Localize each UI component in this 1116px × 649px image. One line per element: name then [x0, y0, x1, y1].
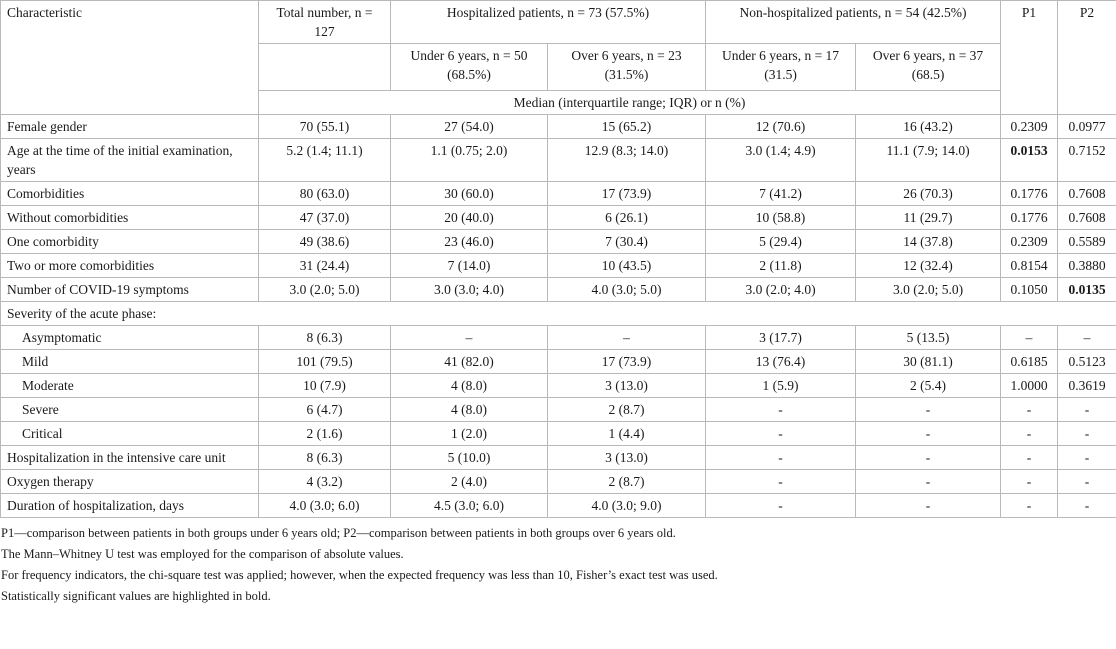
- table-cell: 4 (8.0): [391, 398, 548, 422]
- table-cell: -: [706, 398, 856, 422]
- p-value-cell: 0.1776: [1001, 206, 1058, 230]
- table-cell: -: [856, 470, 1001, 494]
- table-cell: 1 (4.4): [548, 422, 706, 446]
- p-value-cell: 0.7608: [1058, 182, 1116, 206]
- table-cell: 12.9 (8.3; 14.0): [548, 139, 706, 182]
- table-cell: 6 (26.1): [548, 206, 706, 230]
- table-cell: 3.0 (1.4; 4.9): [706, 139, 856, 182]
- p-value-cell: 0.1776: [1001, 182, 1058, 206]
- table-cell: 8 (6.3): [259, 326, 391, 350]
- row-label: Duration of hospitalization, days: [1, 494, 259, 518]
- table-cell: -: [856, 446, 1001, 470]
- table-cell: 11.1 (7.9; 14.0): [856, 139, 1001, 182]
- p-value-cell: 0.5589: [1058, 230, 1116, 254]
- header-p2: P2: [1058, 1, 1116, 115]
- table-cell: -: [706, 422, 856, 446]
- table-cell: 26 (70.3): [856, 182, 1001, 206]
- row-label: Age at the time of the initial examination, years: [1, 139, 259, 182]
- row-label: Oxygen therapy: [1, 470, 259, 494]
- table-cell: 4 (8.0): [391, 374, 548, 398]
- table-cell: 2 (8.7): [548, 398, 706, 422]
- header-nonhosp-under6: Under 6 years, n = 17 (31.5): [706, 44, 856, 91]
- table-cell: 12 (32.4): [856, 254, 1001, 278]
- table-row: [1, 254, 1116, 278]
- table-cell: -: [706, 494, 856, 518]
- p-value-cell: 0.6185: [1001, 350, 1058, 374]
- table-cell: 70 (55.1): [259, 115, 391, 139]
- p-value-cell: 0.3619: [1058, 374, 1116, 398]
- table-cell: 1.1 (0.75; 2.0): [391, 139, 548, 182]
- table-cell: 5 (29.4): [706, 230, 856, 254]
- row-label: Critical: [1, 422, 259, 446]
- table-cell: 3 (13.0): [548, 446, 706, 470]
- header-non-hospitalized: Non-hospitalized patients, n = 54 (42.5%): [706, 1, 1001, 44]
- p-value-cell: –: [1058, 326, 1116, 350]
- table-row: [1, 398, 1116, 422]
- table-footnotes: [0, 518, 1116, 607]
- table-cell: 4 (3.2): [259, 470, 391, 494]
- table-cell: –: [548, 326, 706, 350]
- row-label: Moderate: [1, 374, 259, 398]
- table-cell: 2 (8.7): [548, 470, 706, 494]
- p-value-cell: -: [1001, 422, 1058, 446]
- table-cell: 30 (81.1): [856, 350, 1001, 374]
- table-row: [1, 494, 1116, 518]
- p-value-cell: -: [1058, 494, 1116, 518]
- p-value-cell: 0.2309: [1001, 115, 1058, 139]
- p-value-cell: 0.2309: [1001, 230, 1058, 254]
- table-cell: 7 (14.0): [391, 254, 548, 278]
- table-cell: 10 (58.8): [706, 206, 856, 230]
- table-cell: 4.5 (3.0; 6.0): [391, 494, 548, 518]
- table-cell: 2 (5.4): [856, 374, 1001, 398]
- p-value-cell: 0.0153: [1001, 139, 1058, 182]
- table-cell: 3.0 (3.0; 4.0): [391, 278, 548, 302]
- footnote: Statistically significant values are highlighted in bold.: [1, 589, 271, 603]
- row-label: Female gender: [1, 115, 259, 139]
- p-value-cell: 0.8154: [1001, 254, 1058, 278]
- header-hospitalized: Hospitalized patients, n = 73 (57.5%): [391, 1, 706, 44]
- table-cell: -: [856, 398, 1001, 422]
- row-label: One comorbidity: [1, 230, 259, 254]
- header-empty-cell: [259, 44, 391, 91]
- table-cell: 10 (43.5): [548, 254, 706, 278]
- table-cell: 49 (38.6): [259, 230, 391, 254]
- header-hosp-under6: Under 6 years, n = 50 (68.5%): [391, 44, 548, 91]
- p-value-cell: -: [1001, 398, 1058, 422]
- p-value-cell: -: [1001, 446, 1058, 470]
- table-cell: 17 (73.9): [548, 182, 706, 206]
- table-cell: 3 (13.0): [548, 374, 706, 398]
- row-label: Without comorbidities: [1, 206, 259, 230]
- table-cell: -: [706, 470, 856, 494]
- row-label: Hospitalization in the intensive care unit: [1, 446, 259, 470]
- table-cell: 10 (7.9): [259, 374, 391, 398]
- header-median-note: Median (interquartile range; IQR) or n (%): [259, 91, 1001, 115]
- table-cell: 13 (76.4): [706, 350, 856, 374]
- table-row: [1, 374, 1116, 398]
- table-row: [1, 278, 1116, 302]
- table-cell: 4.0 (3.0; 9.0): [548, 494, 706, 518]
- table-cell: 2 (11.8): [706, 254, 856, 278]
- table-row: [1, 446, 1116, 470]
- table-cell: 7 (30.4): [548, 230, 706, 254]
- table-cell: 1 (2.0): [391, 422, 548, 446]
- p-value-cell: -: [1058, 446, 1116, 470]
- p-value-cell: 0.7608: [1058, 206, 1116, 230]
- p-value-cell: -: [1058, 422, 1116, 446]
- p-value-cell: 0.3880: [1058, 254, 1116, 278]
- row-label: Two or more comorbidities: [1, 254, 259, 278]
- p-value-cell: -: [1001, 470, 1058, 494]
- table-cell: 15 (65.2): [548, 115, 706, 139]
- table-cell: -: [856, 494, 1001, 518]
- header-row-1: [1, 1, 1116, 44]
- table-cell: 20 (40.0): [391, 206, 548, 230]
- p-value-cell: -: [1001, 494, 1058, 518]
- p-value-cell: -: [1058, 398, 1116, 422]
- table-row: [1, 206, 1116, 230]
- table-cell: -: [706, 446, 856, 470]
- table-cell: 3.0 (2.0; 5.0): [259, 278, 391, 302]
- table-cell: 5.2 (1.4; 11.1): [259, 139, 391, 182]
- p-value-cell: 0.5123: [1058, 350, 1116, 374]
- table-cell: 3.0 (2.0; 5.0): [856, 278, 1001, 302]
- table-row: [1, 230, 1116, 254]
- table-cell: 11 (29.7): [856, 206, 1001, 230]
- table-cell: 4.0 (3.0; 6.0): [259, 494, 391, 518]
- table-cell: 27 (54.0): [391, 115, 548, 139]
- table-row: [1, 350, 1116, 374]
- table-row: [1, 139, 1116, 182]
- p-value-cell: 0.0135: [1058, 278, 1116, 302]
- header-p1: P1: [1001, 1, 1058, 115]
- p-value-cell: –: [1001, 326, 1058, 350]
- table-cell: –: [391, 326, 548, 350]
- table-row: [1, 182, 1116, 206]
- footnote: The Mann–Whitney U test was employed for the comparison of absolute values.: [1, 547, 404, 561]
- table-row: [1, 470, 1116, 494]
- table-cell: 3 (17.7): [706, 326, 856, 350]
- table-cell: 41 (82.0): [391, 350, 548, 374]
- table-cell: 80 (63.0): [259, 182, 391, 206]
- table-row: [1, 422, 1116, 446]
- row-label: Number of COVID-19 symptoms: [1, 278, 259, 302]
- table-cell: 16 (43.2): [856, 115, 1001, 139]
- table-cell: 30 (60.0): [391, 182, 548, 206]
- table-row: [1, 115, 1116, 139]
- row-label: Asymptomatic: [1, 326, 259, 350]
- row-label: Severe: [1, 398, 259, 422]
- footnote: For frequency indicators, the chi-square test was applied; however, when the expected frequency was less than 10, Fisher’s exact test was used.: [1, 568, 718, 582]
- table-cell: 1 (5.9): [706, 374, 856, 398]
- p-value-cell: 0.7152: [1058, 139, 1116, 182]
- table-cell: 8 (6.3): [259, 446, 391, 470]
- footnote: P1—comparison between patients in both groups under 6 years old; P2—comparison between patients in both groups over 6 years old.: [1, 526, 676, 540]
- table-cell: 6 (4.7): [259, 398, 391, 422]
- header-hosp-over6: Over 6 years, n = 23 (31.5%): [548, 44, 706, 91]
- table-cell: 2 (1.6): [259, 422, 391, 446]
- table-cell: 23 (46.0): [391, 230, 548, 254]
- table-cell: 4.0 (3.0; 5.0): [548, 278, 706, 302]
- table-cell: 5 (13.5): [856, 326, 1001, 350]
- table-cell: 17 (73.9): [548, 350, 706, 374]
- header-characteristic: Characteristic: [1, 1, 259, 115]
- table-cell: 47 (37.0): [259, 206, 391, 230]
- p-value-cell: 0.0977: [1058, 115, 1116, 139]
- table-cell: 14 (37.8): [856, 230, 1001, 254]
- table-cell: 31 (24.4): [259, 254, 391, 278]
- table-cell: 3.0 (2.0; 4.0): [706, 278, 856, 302]
- table-cell: -: [856, 422, 1001, 446]
- header-nonhosp-over6: Over 6 years, n = 37 (68.5): [856, 44, 1001, 91]
- table-cell: 5 (10.0): [391, 446, 548, 470]
- table-cell: 2 (4.0): [391, 470, 548, 494]
- header-total: Total number, n = 127: [259, 1, 391, 44]
- table-row: [1, 326, 1116, 350]
- table-row: [1, 302, 1116, 326]
- row-label: Mild: [1, 350, 259, 374]
- table-cell: 12 (70.6): [706, 115, 856, 139]
- section-label: Severity of the acute phase:: [1, 302, 1116, 326]
- p-value-cell: 0.1050: [1001, 278, 1058, 302]
- p-value-cell: 1.0000: [1001, 374, 1058, 398]
- row-label: Comorbidities: [1, 182, 259, 206]
- table-body: [1, 115, 1116, 518]
- table-cell: 101 (79.5): [259, 350, 391, 374]
- p-value-cell: -: [1058, 470, 1116, 494]
- table-cell: 7 (41.2): [706, 182, 856, 206]
